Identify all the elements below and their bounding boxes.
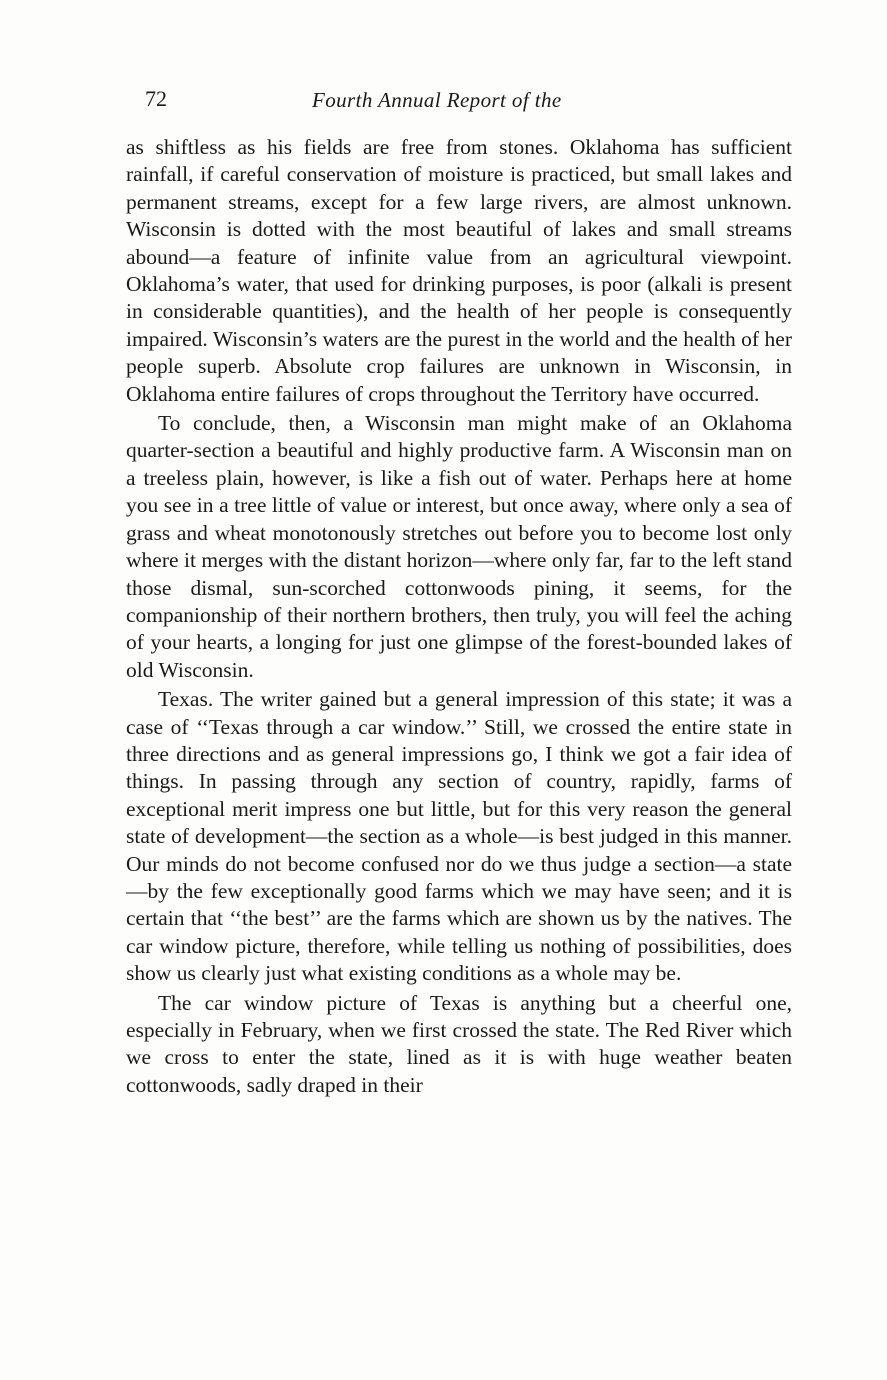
paragraph-texas: Texas. The writer gained but a general impression of this state; it was a case of ‘‘Texas through a car window.’’ Still, we crossed the entire state in three directions and as general impressions go, I think we got a fair idea of things. In passing through any section of country, rapidly, farms of exceptional merit impress one but little, but for this very reason the general state of development—the section as a whole—is best judged in this manner. Our minds do not become confused nor do we thus judge a section—a state—by the few exceptionally good farms which we may have seen; and it is certain that ‘‘the best’’ are the farms which are shown us by the natives. The car window picture, therefore, while telling us nothing of possibilities, does show us clearly just what existing conditions as a whole may be. — [126, 687, 792, 986]
body-text — [126, 134, 792, 1099]
page-number: 72 — [145, 86, 167, 111]
paragraph-conclusion: To conclude, then, a Wisconsin man might make of an Oklahoma quarter-section a beautiful and highly productive farm. A Wisconsin man on a treeless plain, however, is like a fish out of water. Perhaps here at home you see in a tree little of value or interest, but once away, where only a sea of grass and wheat monotonously stretches out before you to become lost only where it merges with the distant horizon—where only far, far to the left stand those dismal, sun-scorched cottonwoods pining, it seems, for the companionship of their northern brothers, then truly, you will feel the aching of your hearts, a longing for just one glimpse of the forest-bounded lakes of old Wisconsin. — [126, 411, 792, 682]
page-header — [145, 86, 795, 120]
paragraph-car-window: The car window picture of Texas is anything but a cheerful one, especially in February, when we first crossed the state. The Red River which we cross to enter the state, lined as it is with huge weather beaten cottonwoods, sadly draped in their — [126, 990, 792, 1097]
running-title: Fourth Annual Report of the — [312, 88, 562, 112]
paragraph-continued: as shiftless as his fields are free from stones. Oklahoma has sufficient rainfall, if careful conservation of moisture is practiced, but small lakes and permanent streams, except for a few large rivers, are almost unknown. Wisconsin is dotted with the most beautiful of lakes and small streams abound—a feature of infinite value from an agricultural viewpoint. Oklahoma’s water, that used for drinking purposes, is poor (alkali is present in considerable quantities), and the health of her people is consequently impaired. Wisconsin’s waters are the purest in the world and the health of her people superb. Absolute crop failures are unknown in Wisconsin, in Oklahoma entire failures of crops throughout the Territory have occurred. — [126, 135, 792, 406]
